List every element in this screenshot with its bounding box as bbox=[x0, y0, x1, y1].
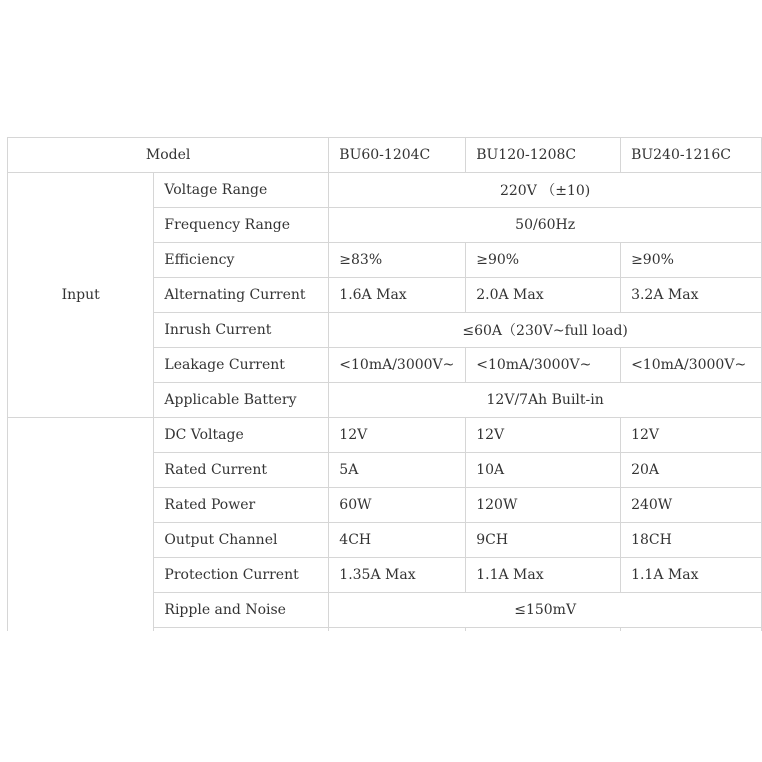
param-value: 1.6A Max bbox=[329, 278, 466, 313]
param-value: 50/60Hz bbox=[329, 208, 762, 243]
param-value: 20A bbox=[621, 453, 762, 488]
model-name: BU120-1208C bbox=[466, 138, 621, 173]
param-value bbox=[466, 628, 621, 632]
param-value: 220V （±10) bbox=[329, 173, 762, 208]
spec-table bbox=[7, 137, 762, 631]
param-label: Ripple and Noise bbox=[154, 593, 329, 628]
param-value: <10mA/3000V~ bbox=[329, 348, 466, 383]
param-value: 120W bbox=[466, 488, 621, 523]
header-model-label: Model bbox=[8, 138, 329, 173]
param-value: ≥90% bbox=[466, 243, 621, 278]
param-value: ≤150mV bbox=[329, 593, 762, 628]
param-label: Output Channel bbox=[154, 523, 329, 558]
param-value: 10A bbox=[466, 453, 621, 488]
param-label: Applicable Battery bbox=[154, 383, 329, 418]
param-value: ≥83% bbox=[329, 243, 466, 278]
param-value: 12V bbox=[621, 418, 762, 453]
param-value: 1.1A Max bbox=[466, 558, 621, 593]
param-label: Inrush Current bbox=[154, 313, 329, 348]
param-value bbox=[329, 628, 466, 632]
model-name: BU240-1216C bbox=[621, 138, 762, 173]
param-value: 12V/7Ah Built-in bbox=[329, 383, 762, 418]
param-label: Rated Power bbox=[154, 488, 329, 523]
param-label: DC Voltage bbox=[154, 418, 329, 453]
param-label: Leakage Current bbox=[154, 348, 329, 383]
param-value: 12V bbox=[466, 418, 621, 453]
param-value: ≥90% bbox=[621, 243, 762, 278]
param-value: 4CH bbox=[329, 523, 466, 558]
param-value bbox=[621, 628, 762, 632]
param-label: Frequency Range bbox=[154, 208, 329, 243]
param-label: Rated Current bbox=[154, 453, 329, 488]
header-row bbox=[8, 138, 762, 173]
param-value: 1.1A Max bbox=[621, 558, 762, 593]
param-value: <10mA/3000V~ bbox=[466, 348, 621, 383]
param-value: 18CH bbox=[621, 523, 762, 558]
table-row bbox=[8, 418, 762, 453]
param-label bbox=[154, 628, 329, 632]
param-value: 3.2A Max bbox=[621, 278, 762, 313]
spec-table-frame bbox=[0, 137, 762, 631]
param-label: Protection Current bbox=[154, 558, 329, 593]
param-label: Voltage Range bbox=[154, 173, 329, 208]
param-value: 60W bbox=[329, 488, 466, 523]
param-value: 5A bbox=[329, 453, 466, 488]
param-value: 1.35A Max bbox=[329, 558, 466, 593]
table-row bbox=[8, 173, 762, 208]
output-group-cell bbox=[8, 418, 154, 632]
param-value: ≤60A（230V~full load) bbox=[329, 313, 762, 348]
param-value: <10mA/3000V~ bbox=[621, 348, 762, 383]
model-name: BU60-1204C bbox=[329, 138, 466, 173]
input-group-label: Input bbox=[8, 173, 154, 418]
param-value: 9CH bbox=[466, 523, 621, 558]
param-label: Efficiency bbox=[154, 243, 329, 278]
param-value: 240W bbox=[621, 488, 762, 523]
param-value: 2.0A Max bbox=[466, 278, 621, 313]
param-label: Alternating Current bbox=[154, 278, 329, 313]
param-value: 12V bbox=[329, 418, 466, 453]
